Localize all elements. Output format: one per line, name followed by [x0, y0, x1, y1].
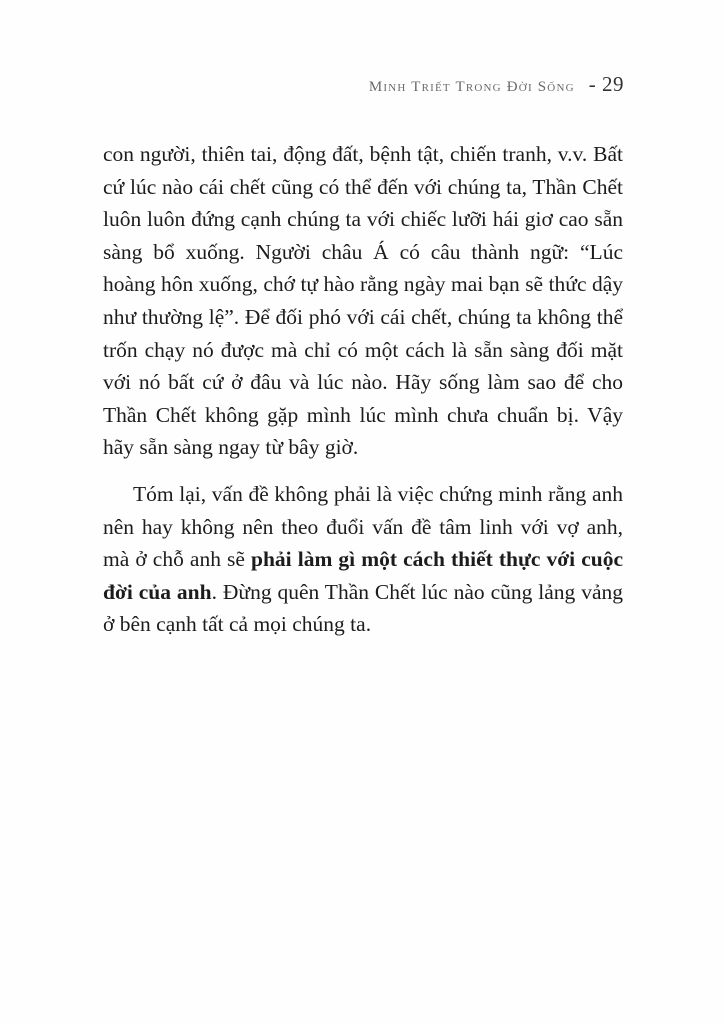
paragraph-2 [103, 478, 623, 641]
body-text [103, 138, 623, 641]
paragraph-1: con người, thiên tai, động đất, bệnh tật, chiến tranh, v.v. Bất cứ lúc nào cái chết cũng có thể đến với chúng ta, Thần Chết luôn luôn đứng cạnh chúng ta với chiếc lưỡi hái giơ cao sẵn sàng bổ xuống. Người châu Á có câu thành ngữ: “Lúc hoàng hôn xuống, chớ tự hào rằng ngày mai bạn sẽ thức dậy như thường lệ”. Để đối phó với cái chết, chúng ta không thể trốn chạy nó được mà chỉ có một cách là sẵn sàng đối mặt với nó bất cứ ở đâu và lúc nào. Hãy sống làm sao để cho Thần Chết không gặp mình lúc mình chưa chuẩn bị. Vậy hãy sẵn sàng ngay từ bây giờ. [103, 142, 623, 460]
paragraph-2-text-start: Tóm lại, vấn đề không phải là việc chứng minh rằng anh nên hay không nên theo đuổi vấn đề tâm linh với vợ anh, mà ở chỗ anh sẽ [103, 481, 623, 572]
page-number: - 29 [588, 72, 624, 96]
paragraph-2-text-end: . Đừng quên Thần Chết lúc nào cũng lảng vảng ở bên cạnh tất cả mọi chúng ta. [103, 579, 624, 637]
paragraph-2-emphasis: phải làm gì một cách thiết thực với cuộc đời của anh [103, 547, 623, 604]
page-header [369, 72, 624, 97]
running-title: Minh Triết Trong Đời Sống [368, 79, 575, 95]
